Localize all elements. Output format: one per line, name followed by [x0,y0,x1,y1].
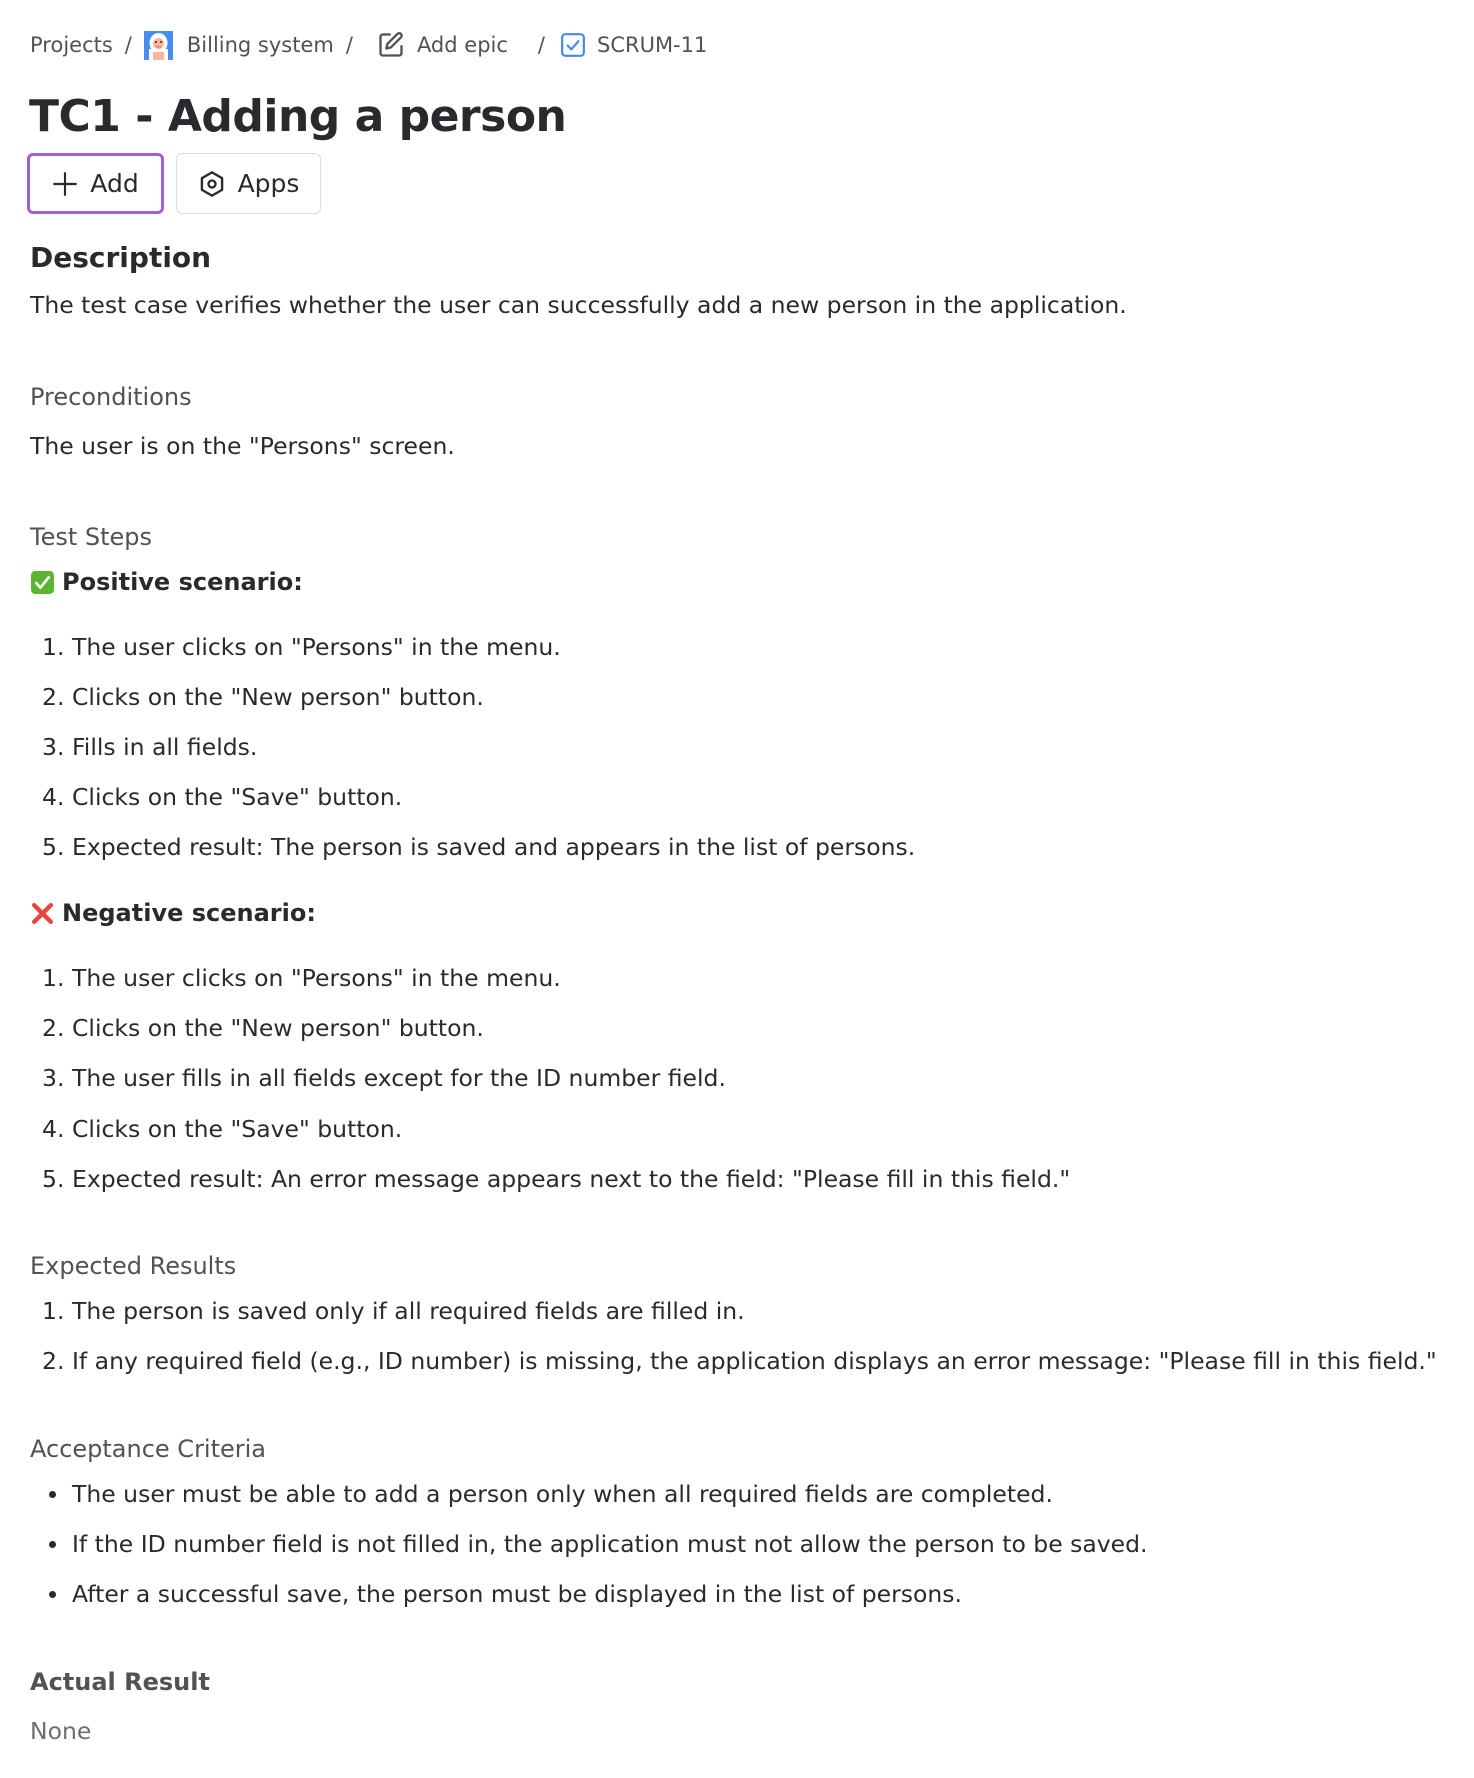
checkbox-task-icon [559,31,587,59]
list-item [42,1115,402,1143]
list-text: If any required field (e.g., ID number) is missing, the application displays an error message: "Please fill in this field." [72,1347,1437,1375]
cross-mark-emoji-icon [30,901,55,926]
list-text: The user fills in all fields except for the ID number field. [72,1064,726,1092]
breadcrumb-projects-label: Projects [30,33,113,57]
list-number: 1. [42,633,65,661]
list-number: 3. [42,1064,65,1092]
breadcrumb-project[interactable] [144,31,334,60]
list-number: 2. [42,683,65,711]
add-button[interactable] [27,153,164,214]
list-item [42,1014,484,1042]
breadcrumb-epic-label: Add epic [416,33,508,57]
apps-button[interactable] [176,153,321,214]
list-item [42,683,484,711]
expected-results-heading: Expected Results [30,1252,237,1280]
list-item: If the ID number field is not filled in, the application must not allow the person to be saved. [72,1530,1148,1558]
breadcrumb-separator: / [537,33,545,57]
list-item: The user must be able to add a person only when all required fields are completed. [72,1480,1053,1508]
test-steps-heading: Test Steps [30,523,153,551]
list-item: After a successful save, the person must be displayed in the list of persons. [72,1580,963,1608]
list-item [42,1297,745,1325]
bullet-icon [49,1491,56,1498]
acceptance-criteria-heading: Acceptance Criteria [30,1435,267,1463]
preconditions-text: The user is on the "Persons" screen. [30,432,455,460]
bullet-icon [49,1541,56,1548]
edit-icon [377,31,405,59]
list-text: Clicks on the "New person" button. [72,683,484,711]
list-item [42,633,561,661]
project-avatar-icon [144,31,173,60]
list-number: 2. [42,1014,65,1042]
breadcrumb-project-label: Billing system [186,33,334,57]
list-number: 5. [42,1165,65,1193]
actual-result-value[interactable]: None [30,1717,92,1745]
apps-hexagon-icon [198,170,226,198]
list-item [42,733,257,761]
bullet-icon [49,1591,56,1598]
description-heading: Description [30,241,212,274]
actual-result-label: Actual Result [30,1668,210,1696]
positive-scenario-heading [30,568,303,596]
breadcrumb-issue[interactable] [559,31,707,59]
preconditions-heading: Preconditions [30,383,192,411]
breadcrumb-issue-label: SCRUM-11 [596,33,708,57]
breadcrumb-epic[interactable] [377,31,508,59]
page-title[interactable]: TC1 - Adding a person [29,91,567,142]
plus-icon [52,171,78,197]
list-number: 4. [42,783,65,811]
description-text: The test case verifies whether the user can successfully add a new person in the application. [30,291,1127,319]
list-item [42,1347,1437,1375]
negative-scenario-label: Negative scenario: [62,899,316,927]
list-text: Expected result: The person is saved and appears in the list of persons. [72,833,916,861]
list-item [42,1165,1070,1193]
apps-button-label: Apps [237,169,300,198]
list-number: 1. [42,1297,65,1325]
list-text: Expected result: An error message appears next to the field: "Please fill in this field." [72,1165,1071,1193]
negative-scenario-heading [30,899,316,927]
breadcrumb [30,30,707,60]
list-number: 1. [42,964,65,992]
list-item [42,964,561,992]
list-item [42,783,402,811]
list-text: Clicks on the "New person" button. [72,1014,484,1042]
list-number: 5. [42,833,65,861]
list-text: The user clicks on "Persons" in the menu. [72,633,561,661]
check-mark-emoji-icon [30,570,55,595]
list-item [42,1064,726,1092]
list-text: Fills in all fields. [72,733,258,761]
list-number: 3. [42,733,65,761]
list-number: 4. [42,1115,65,1143]
list-text: The user clicks on "Persons" in the menu. [72,964,561,992]
breadcrumb-separator: / [124,33,132,57]
add-button-label: Add [90,169,139,198]
breadcrumb-projects[interactable] [30,33,113,57]
list-number: 2. [42,1347,65,1375]
list-item [42,833,915,861]
breadcrumb-separator: / [345,33,353,57]
list-text: Clicks on the "Save" button. [72,1115,403,1143]
list-text: Clicks on the "Save" button. [72,783,403,811]
positive-scenario-label: Positive scenario: [62,568,303,596]
list-text: The person is saved only if all required fields are filled in. [72,1297,745,1325]
